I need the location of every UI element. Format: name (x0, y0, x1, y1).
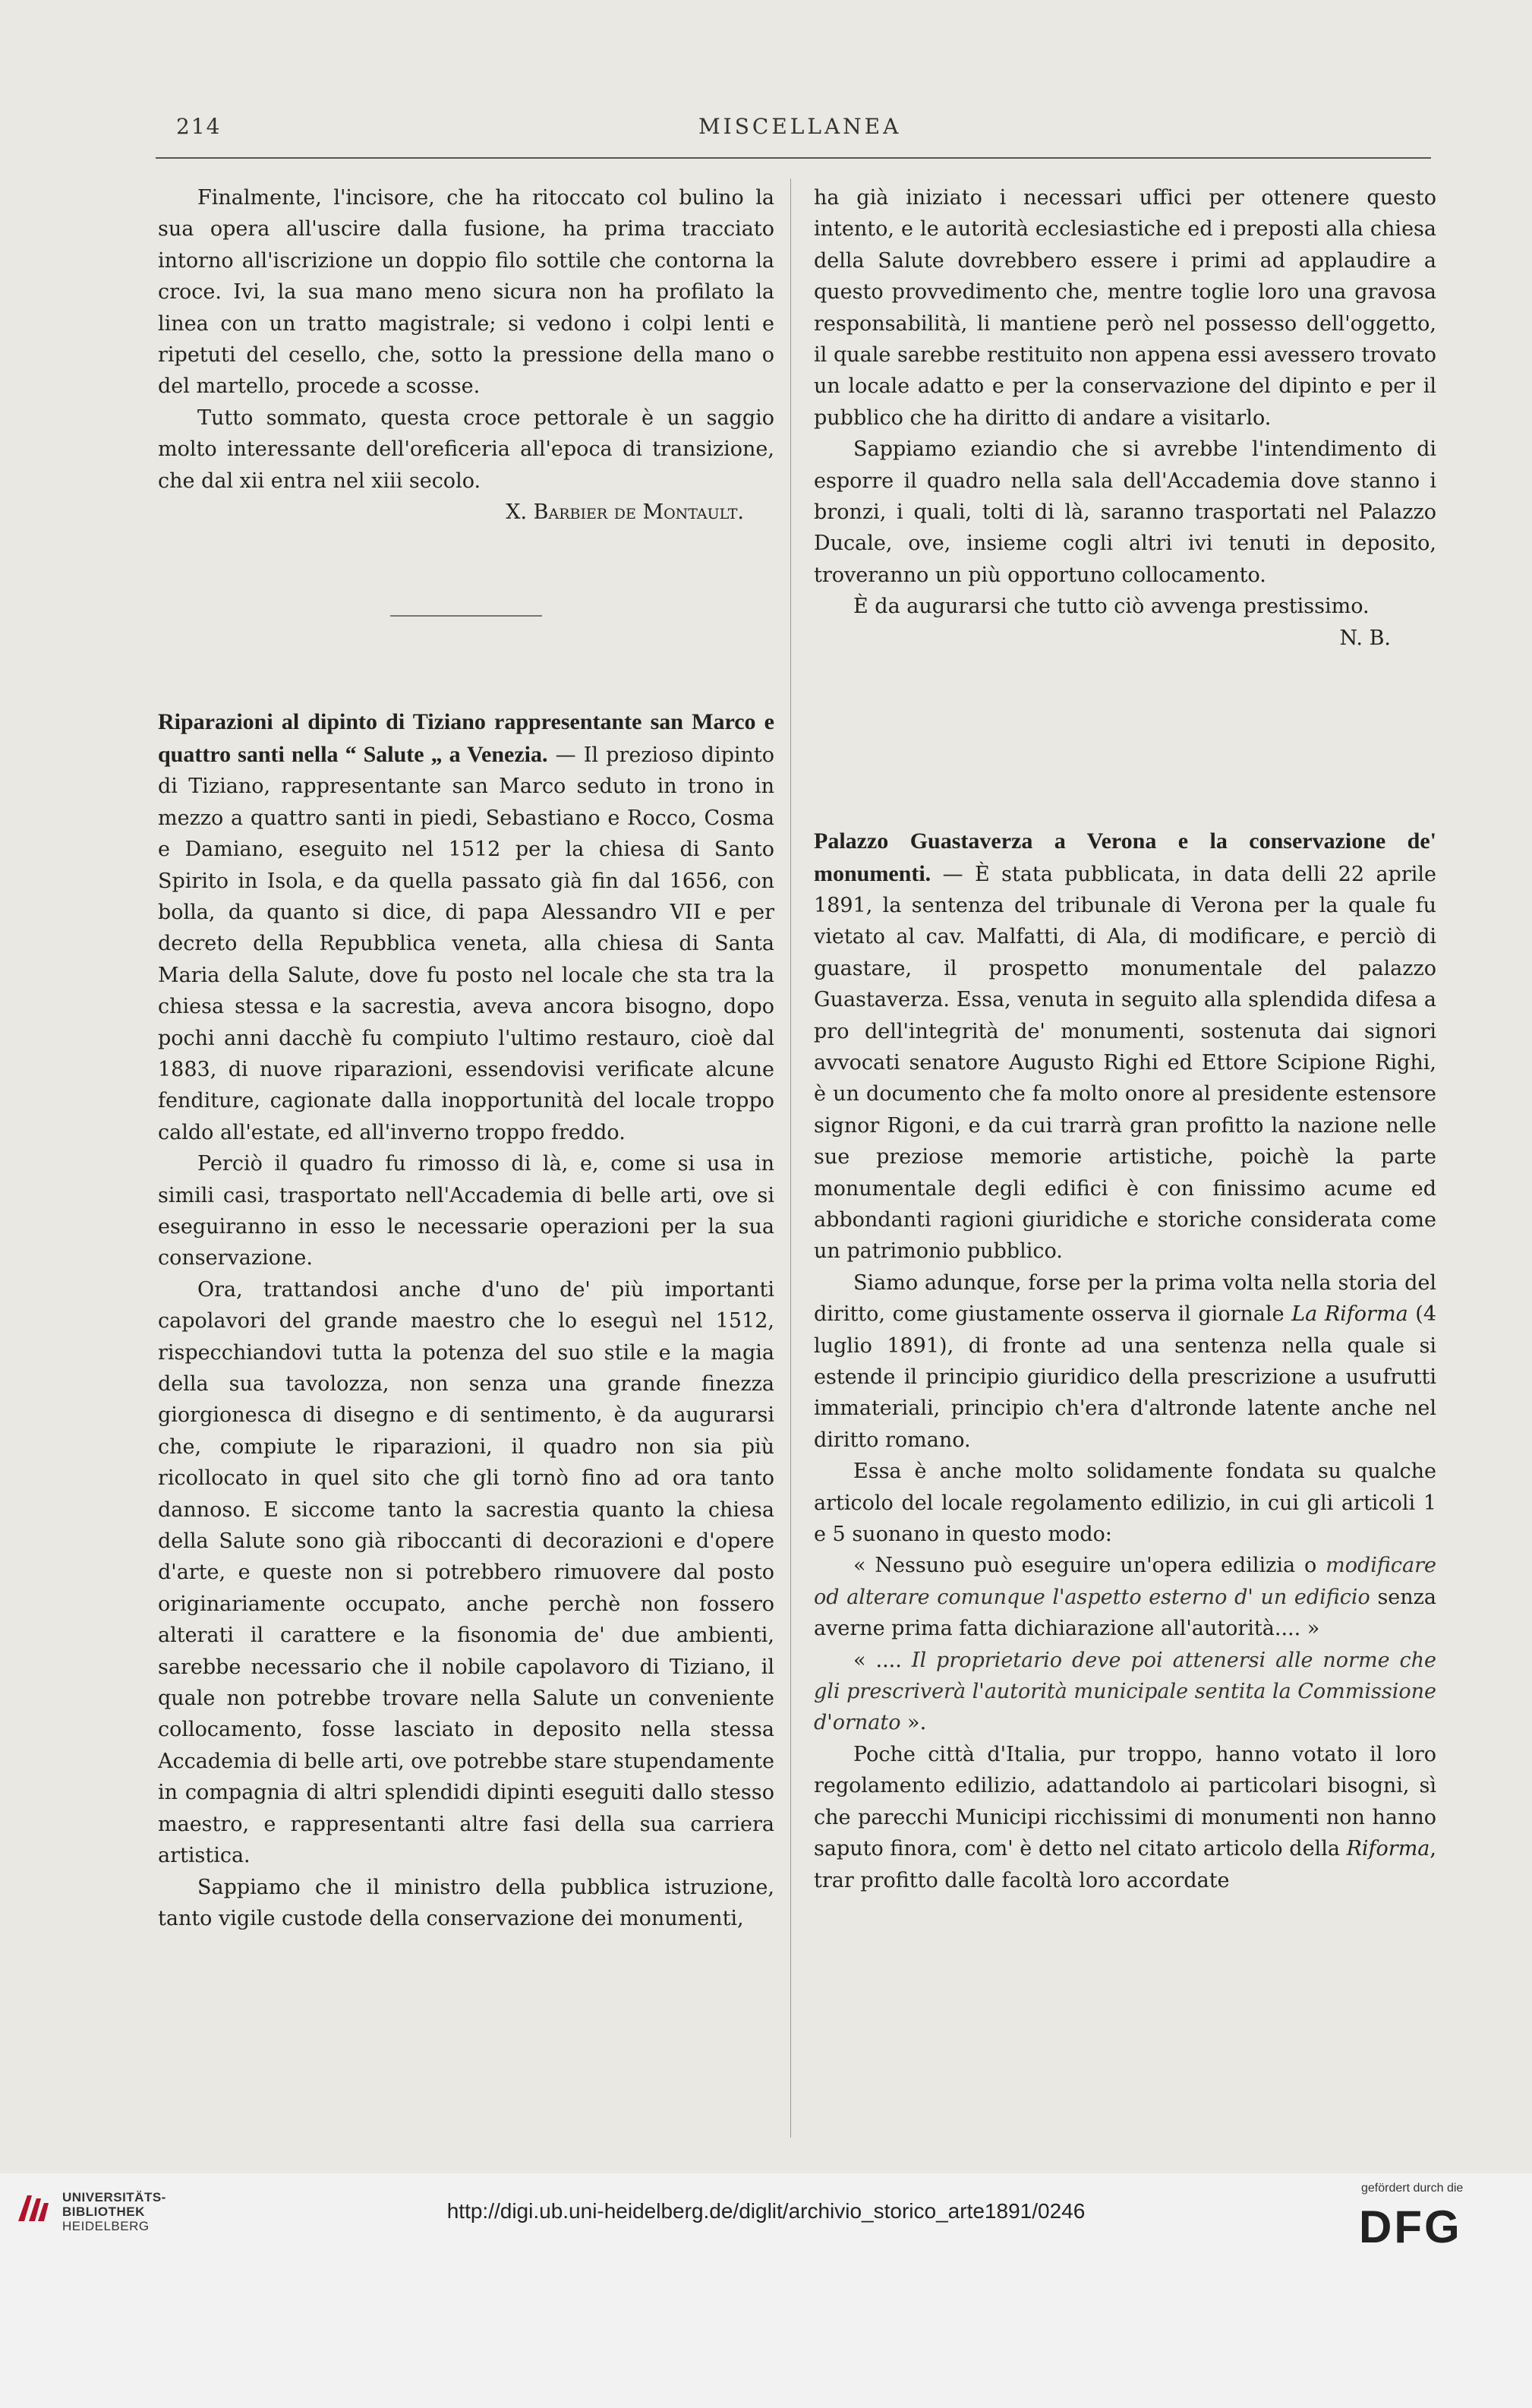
paragraph-text: — È stata pubblicata, in data delli 22 aprile 1891, la sentenza del tribunale di Verona per la quale fu vietato al cav. Malfatti, di Ala, di modificare, e perciò di guastare, il prospetto monumentale del palazzo Guastaverza. Essa, venuta in seguito alla splendida difesa a pro dell'integrità de' monumenti, sostenuta dai signori avvocati senatore Augusto Righi ed Ettore Scipione Righi, è un documento che fa molto onore al presidente estensore signor Rigoni, e da cui trarrà gran profitto la nazione nelle sue preziose memorie artistiche, poichè la parte monumentale degli edifici è con finissimo acume ed abbondanti ragioni giuridiche e storiche considerata come un patrimonio pubblico. (814, 862, 1436, 1264)
paragraph: Sappiamo eziandio che si avrebbe l'intendimento di esporre il quadro nella sala dell'Accademia dove stanno i bronzi, i quali, tolti di là, saranno trasportati nel Palazzo Ducale, ove, insieme cogli altri ivi tenuti in deposito, troveranno un più opportuno collocamento. (814, 437, 1436, 587)
text-run: « .... (853, 1648, 912, 1672)
header-rule (156, 157, 1431, 159)
text-run: , trar profitto dalle facoltà loro accordate (814, 1837, 1436, 1892)
paragraph: Tutto sommato, questa croce pettorale è un saggio molto interessante dell'oreficeria all'epoca di transizione, che dal xii entra nel xiii secolo. (158, 406, 774, 493)
paragraph (814, 1267, 1436, 1456)
dfg-logo: DFG (1359, 2201, 1462, 2252)
article-lead-paragraph (158, 706, 774, 1148)
article-title: Palazzo Guastaverza a Verona e la conservazione de' monumenti. (814, 828, 1436, 886)
author-initials: N. B. (1339, 626, 1391, 650)
paragraph: Finalmente, l'incisore, che ha ritoccato col bulino la sua opera all'uscire dalla fusione, ha prima tracciato intorno all'iscrizione un doppio filo sottile che contorna la croce. Ivi, la sua mano meno sicura non ha profilato la linea con un tratto magistrale; si vedono i colpi lenti e ripetuti del cesello, che, sotto la pressione della mano o del martello, procede a scosse. (158, 186, 774, 399)
author-signature: X. Barbier de Montault. (506, 500, 744, 525)
paragraph: È da augurarsi che tutto ciò avvenga prestissimo. (853, 595, 1370, 619)
library-name-line3: HEIDELBERG (62, 2219, 150, 2233)
paragraph: Essa è anche molto solidamente fondata su qualche articolo del locale regolamento edilizio, in cui gli articoli 1 e 5 suonano in questo modo: (814, 1460, 1436, 1547)
right-column (814, 182, 1436, 1896)
paragraph: ha già iniziato i necessari uffici per ottenere questo intento, e le autorità ecclesiastiche ed i preposti alla chiesa della Salute dovrebbero essere i primi ad applaudire a questo provvedimento che, mentre toglie loro una gravosa responsabilità, li mantiene però nel possesso dell'oggetto, il quale sarebbe restituito non appena essi avessero trovato un locale adatto e per la conservazione del dipinto e per il pubblico che ha diritto di andare a visitarlo. (814, 186, 1436, 430)
paragraph (814, 1739, 1436, 1896)
left-column (158, 182, 774, 1934)
italic-text: Il proprietario deve poi attenersi alle norme che gli prescriverà l'autorità municipale sentita la Commissione d'ornato (814, 1648, 1436, 1735)
quoted-article-5 (814, 1645, 1436, 1739)
text-run: senza averne prima fatta dichiarazione all'autorità.... » (814, 1585, 1436, 1641)
library-name-line2: BIBLIOTHEK (62, 2204, 145, 2219)
section-separator (390, 615, 542, 617)
article-lead-paragraph (814, 825, 1436, 1267)
italic-text: modificare od alterare comunque l'aspetto esterno d' un edificio (814, 1554, 1436, 1609)
section-gap (814, 654, 1436, 825)
newspaper-title: La Riforma (1291, 1302, 1408, 1327)
funding-label: gefördert durch die (1361, 2182, 1464, 2195)
running-title: MISCELLANEA (698, 114, 902, 139)
paragraph-text: — Il prezioso dipinto di Tiziano, rappresentante san Marco seduto in trono in mezzo a quattro santi in piedi, Sebastiano e Rocco, Cosma e Damiano, eseguito nel 1512 per la chiesa di Santo Spirito in Isola, e da quella passato già fin dal 1656, con bolla, da quanto si dice, di papa Alessandro VII e per decreto della Repubblica veneta, alla chiesa di Santa Maria della Salute, dove fu posto nel locale che sta tra la chiesa stessa e la sacrestia, aveva ancora bisogno, dopo pochi anni dacchè fu compiuto l'ultimo restauro, cioè dal 1883, di nuove riparazioni, essendovisi verificate alcune fenditure, cagionate dalla inopportunità del locale troppo caldo all'estate, ed all'inverno troppo freddo. (158, 743, 775, 1144)
paragraph: Perciò il quadro fu rimosso di là, e, come si usa in simili casi, trasportato nell'Accademia di belle arti, ove si eseguiranno in esso le necessarie operazioni per la sua conservazione. (158, 1152, 774, 1270)
text-run: Siamo adunque, forse per la prima volta nella storia del diritto, come giustamente osserva il giornale (814, 1270, 1436, 1327)
permalink-url[interactable]: http://digi.ub.uni-heidelberg.de/diglit/archivio_storico_arte1891/0246 (446, 2199, 1086, 2223)
paragraph: Ora, trattandosi anche d'uno de' più importanti capolavori del grande maestro che lo eseguì nel 1512, rispecchiandovi tutta la potenza del suo stile e la magia della sua tavolozza, non senza una grande finezza giorgionesca di disegno e di sentimento, è da augurarsi che, compiute le riparazioni, il quadro non sia più ricollocato in quel sito che gli tornò fino ad ora tanto dannoso. E siccome tanto la sacrestia quanto la chiesa della Salute sono già riboccanti di decorazioni e d'opere d'arte, e queste non si potrebbero rimuovere dal posto originariamente occupato, anche perchè non fossero alterati il carattere e la fisonomia de' due ambienti, sarebbe necessario che il nobile capolavoro di Tiziano, il quale non potrebbe trovare nella Salute un conveniente collocamento, fosse lasciato in deposito nella stessa Accademia di belle arti, ove potrebbe stare stupendamente in compagnia di altri splendidi dipinti eseguiti dallo stesso maestro, e rappresentanti altre fasi della sua carriera artistica. (158, 1277, 774, 1868)
text-run: ». (900, 1711, 927, 1735)
article-title: Riparazioni al dipinto di Tiziano rappresentante san Marco e quattro santi nella “ Salute „ a Venezia. (158, 709, 774, 767)
column-divider (790, 178, 791, 2138)
text-run: « Nessuno può eseguire un'opera edilizia o (853, 1554, 1326, 1578)
quoted-article-1 (814, 1550, 1436, 1644)
newspaper-title: Riforma (1346, 1837, 1430, 1861)
text-run: (4 luglio 1891), di fronte ad una sentenza nella quale si estende il principio giuridico della prescrizione a usufrutti immateriali, principio ch'era d'altronde latente anche nel diritto romano. (814, 1302, 1436, 1452)
library-name-line1: UNIVERSITÄTS- (62, 2190, 166, 2204)
page-number: 214 (176, 114, 222, 139)
paragraph: Sappiamo che il ministro della pubblica istruzione, tanto vigile custode della conservazione dei monumenti, (158, 1875, 774, 1930)
text-run: Poche città d'Italia, pur troppo, hanno votato il loro regolamento edilizio, adattandolo ai particolari bisogni, sì che parecchi Municipi ricchissimi di monumenti non hanno saputo finora, com' è detto nel citato articolo della (814, 1742, 1436, 1861)
